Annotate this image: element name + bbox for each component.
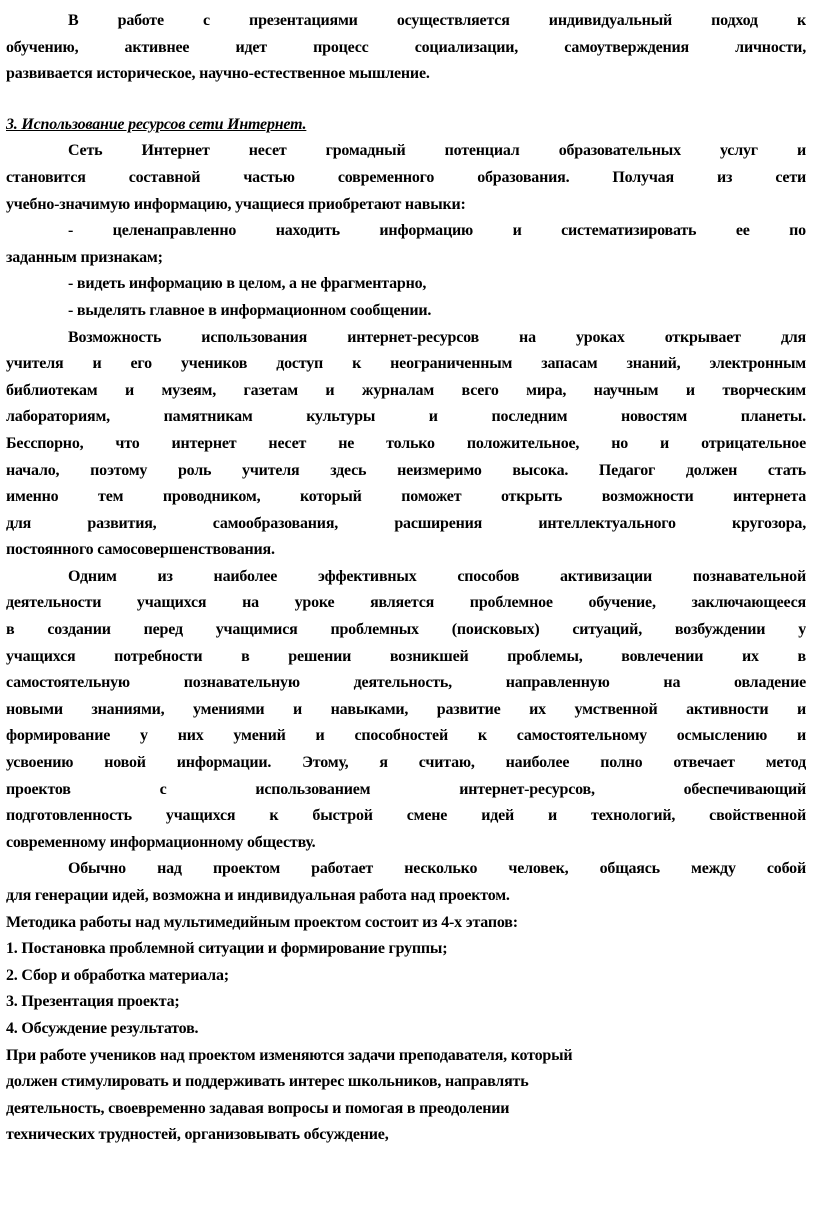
text-line: библиотекам и музеям, газетам и журналам всего мира, научным и творческим: [6, 381, 806, 399]
numbered-item: 3. Презентация проекта;: [6, 993, 180, 1011]
text-line: именно тем проводником, который поможет открыть возможности интернета: [6, 488, 806, 506]
numbered-item: 1. Постановка проблемной ситуации и формирование группы;: [6, 940, 448, 958]
section-gap: [6, 88, 806, 112]
text-line: учащихся потребности в решении возникшей проблемы, вовлечении их в: [6, 647, 806, 665]
text-line: самостоятельную познавательную деятельность, направленную на овладение: [6, 674, 806, 692]
text-line: подготовленность учащихся к быстрой смене идей и технологий, свойственной: [6, 807, 806, 825]
text-line: При работе учеников над проектом изменяются задачи преподавателя, который: [6, 1046, 573, 1064]
text-line: развивается историческое, научно-естественное мышление.: [6, 65, 430, 83]
text-line: учебно-значимую информацию, учащиеся приобретают навыки:: [6, 195, 466, 213]
text-line: становится составной частью современного образования. Получая из сети: [6, 168, 806, 186]
numbered-item: 2. Сбор и обработка материала;: [6, 966, 229, 984]
text-line: новыми знаниями, умениями и навыками, развитие их умственной активности и: [6, 700, 806, 718]
numbered-item: 4. Обсуждение результатов.: [6, 1019, 199, 1037]
text-line: для генерации идей, возможна и индивидуальная работа над проектом.: [6, 887, 510, 904]
text-line: Бесспорно, что интернет несет не только положительное, но и отрицательное: [6, 434, 806, 452]
text-line: технических трудностей, организовывать обсуждение,: [6, 1126, 389, 1144]
text-line: обучению, активнее идет процесс социализации, самоутверждения личности,: [6, 38, 806, 56]
text-line: начало, поэтому роль учителя здесь неизмеримо высока. Педагог должен стать: [6, 461, 806, 479]
text-line: Методика работы над мультимедийным проектом состоит из 4-х этапов:: [6, 913, 518, 931]
list-item: - видеть информацию в целом, а не фрагментарно,: [68, 275, 427, 293]
text-line: деятельности учащихся на уроке является проблемное обучение, заключающееся: [6, 594, 806, 612]
text-line: для развития, самообразования, расширения интеллектуального кругозора,: [6, 514, 806, 532]
text-line: должен стимулировать и поддерживать интерес школьников, направлять: [6, 1073, 529, 1091]
text-line: лабораториям, памятникам культуры и последним новостям планеты.: [6, 408, 806, 426]
text-line: заданным признакам;: [6, 248, 163, 266]
text-line: проектов с использованием интернет-ресурсов, обеспечивающий: [6, 780, 806, 798]
text-line: Сеть Интернет несет громадный потенциал образовательных услуг и: [68, 142, 806, 160]
text-line: Одним из наиболее эффективных способов активизации познавательной: [68, 567, 806, 585]
section-heading: 3. Использование ресурсов сети Интернет.: [6, 115, 307, 133]
list-item: - выделять главное в информационном сообщении.: [68, 301, 432, 319]
text-line: учителя и его учеников доступ к неограниченным запасам знаний, электронным: [6, 355, 806, 373]
text-line: деятельность, своевременно задавая вопросы и помогая в преодолении: [6, 1099, 510, 1117]
text-line: в создании перед учащимися проблемных (поисковых) ситуаций, возбуждении у: [6, 621, 806, 639]
list-item: - целенаправленно находить информацию и систематизировать ее по: [68, 222, 806, 240]
text-line: усвоению новой информации. Этому, я считаю, наиболее полно отвечает метод: [6, 754, 806, 772]
text-line: современному информационному обществу.: [6, 833, 316, 851]
text-line: Возможность использования интернет-ресурсов на уроках открывает для: [68, 328, 806, 346]
text-line: постоянного самосовершенствования.: [6, 541, 275, 559]
text-line: формирование у них умений и способностей к самостоятельному осмыслению и: [6, 727, 806, 745]
text-line: В работе с презентациями осуществляется индивидуальный подход к: [68, 12, 806, 29]
text-line: Обычно над проектом работает несколько человек, общаясь между собой: [68, 860, 806, 878]
